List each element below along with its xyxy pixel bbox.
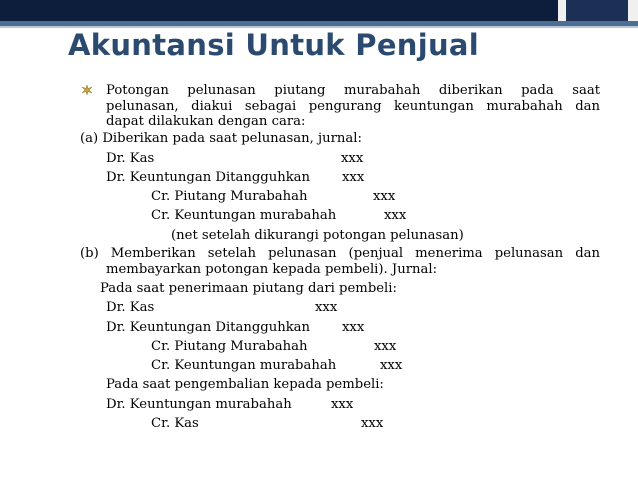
journal-b2-2-account: Cr. Kas [151, 416, 199, 431]
journal-b1-4-amount: xxx [380, 358, 403, 373]
section-b-sub-1: Pada saat penerimaan piutang dari pembeli: [100, 281, 397, 296]
section-a-note: (net setelah dikurangi potongan pelunasan) [171, 228, 464, 243]
journal-a-4-account: Cr. Keuntungan murabahah [151, 208, 337, 223]
header-bar [0, 0, 638, 21]
journal-b1-1-amount: xxx [315, 300, 338, 315]
journal-a-4-amount: xxx [384, 208, 407, 223]
journal-b1-4-account: Cr. Keuntungan murabahah [151, 358, 337, 373]
starburst-bullet-icon [82, 85, 92, 95]
header-accent-box [558, 0, 638, 21]
intro-line-2: pelunasan, diakui sebagai pengurang keuntungan murabahah dan [106, 99, 600, 114]
journal-a-1-account: Dr. Kas [106, 151, 155, 166]
journal-b1-3-account: Cr. Piutang Murabahah [151, 339, 308, 354]
slide-title: Akuntansi Untuk Penjual [68, 28, 480, 62]
intro-line-3: dapat dilakukan dengan cara: [106, 114, 306, 129]
journal-b1-1-account: Dr. Kas [106, 300, 155, 315]
journal-b2-1-amount: xxx [331, 397, 354, 412]
section-b-sub-2: Pada saat pengembalian kepada pembeli: [106, 377, 384, 392]
journal-a-3-account: Cr. Piutang Murabahah [151, 189, 308, 204]
intro-line-1: Potongan pelunasan piutang murabahah diberikan pada saat [106, 83, 600, 98]
journal-b1-3-amount: xxx [374, 339, 397, 354]
journal-b2-1-account: Dr. Keuntungan murabahah [106, 397, 292, 412]
journal-a-2-amount: xxx [342, 170, 365, 185]
journal-b1-2-amount: xxx [342, 320, 365, 335]
section-b-line-1: (b) Memberikan setelah pelunasan (penjual menerima pelunasan dan [80, 246, 600, 261]
journal-a-2-account: Dr. Keuntungan Ditangguhkan [106, 170, 311, 185]
journal-a-3-amount: xxx [373, 189, 396, 204]
section-b-line-2: membayarkan potongan kepada pembeli). Jurnal: [106, 262, 438, 277]
journal-b1-2-account: Dr. Keuntungan Ditangguhkan [106, 320, 311, 335]
journal-b2-2-amount: xxx [361, 416, 384, 431]
section-a-heading: (a) Diberikan pada saat pelunasan, jurnal: [80, 131, 362, 146]
journal-a-1-amount: xxx [341, 151, 364, 166]
